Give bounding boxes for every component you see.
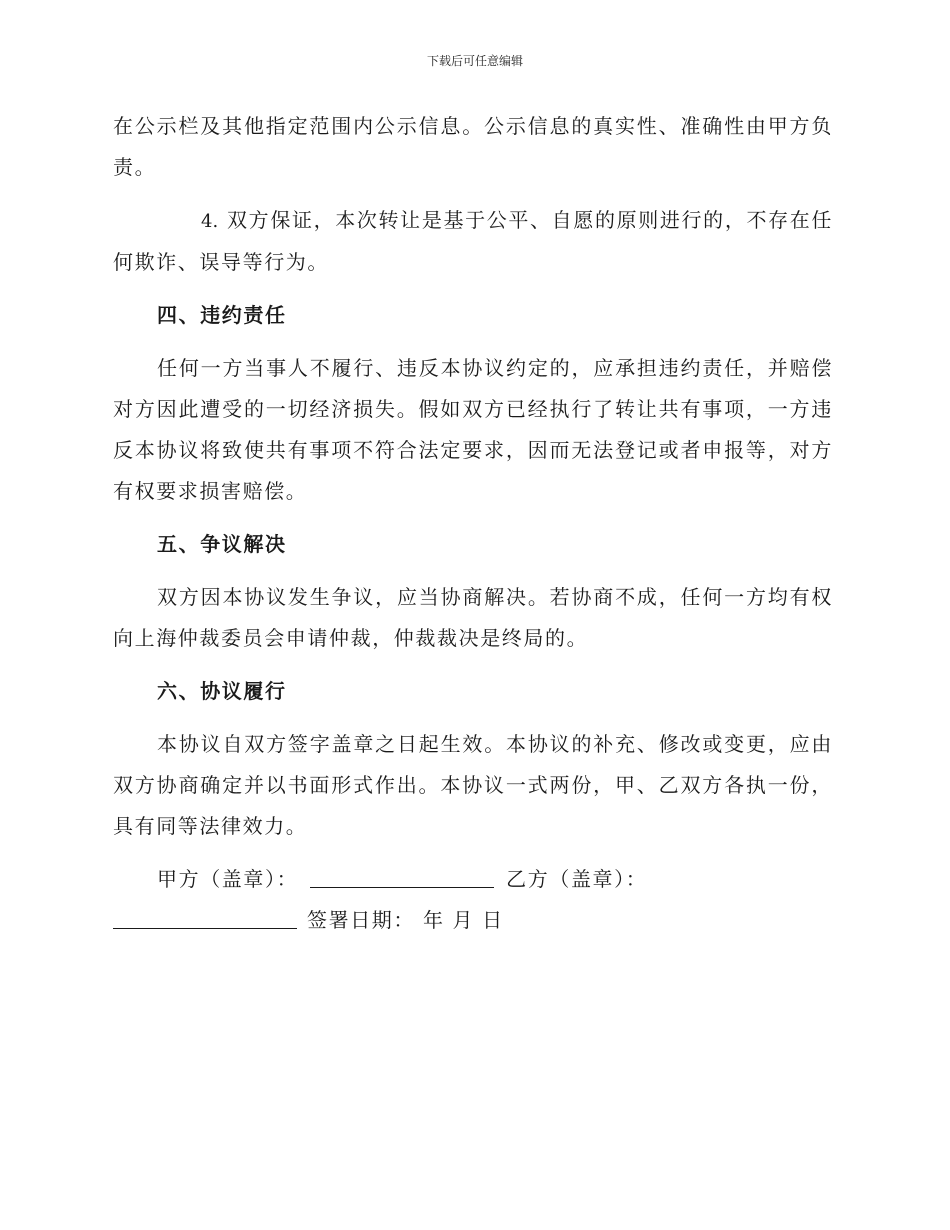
- party-b-signature-line: [113, 906, 297, 929]
- paragraph-performance: 本协议自双方签字盖章之日起生效。本协议的补充、修改或变更，应由双方协商确定并以书面形式作出。本协议一式两份，甲、乙双方各执一份，具有同等法律效力。: [113, 732, 833, 838]
- sign-date-label: 签署日期：: [307, 908, 415, 932]
- clause-text: 双方保证，本次转让是基于公平、自愿的原则进行的，不存在任何欺诈、误导等行为。: [113, 208, 833, 274]
- clause-number: 4.: [201, 211, 219, 232]
- section-heading-breach: 四、违约责任: [157, 303, 287, 327]
- clause-item-4: [113, 200, 833, 283]
- section-heading-dispute: 五、争议解决: [157, 532, 287, 556]
- party-b-label: 乙方（盖章）：: [506, 867, 648, 891]
- party-a-label: 甲方（盖章）：: [157, 867, 299, 891]
- sign-date-value: 年 月 日: [422, 908, 504, 932]
- section-heading-performance: 六、协议履行: [157, 679, 287, 703]
- paragraph-breach: 任何一方当事人不履行、违反本协议约定的，应承担违约责任，并赔偿对方因此遭受的一切经济损失。假如双方已经执行了转让共有事项，一方违反本协议将致使共有事项不符合法定要求，因而无法登记或者申报等，对方有权要求损害赔偿。: [113, 356, 833, 503]
- page-header-note: 下载后可任意编辑: [426, 54, 523, 68]
- party-a-signature-line: [310, 865, 494, 888]
- paragraph-dispute: 双方因本协议发生争议，应当协商解决。若协商不成，任何一方均有权向上海仲裁委员会申请仲裁，仲裁裁决是终局的。: [113, 585, 833, 650]
- paragraph-public-notice: 在公示栏及其他指定范围内公示信息。公示信息的真实性、准确性由甲方负责。: [113, 114, 833, 179]
- signature-block: [113, 859, 833, 941]
- document-body: [113, 106, 833, 953]
